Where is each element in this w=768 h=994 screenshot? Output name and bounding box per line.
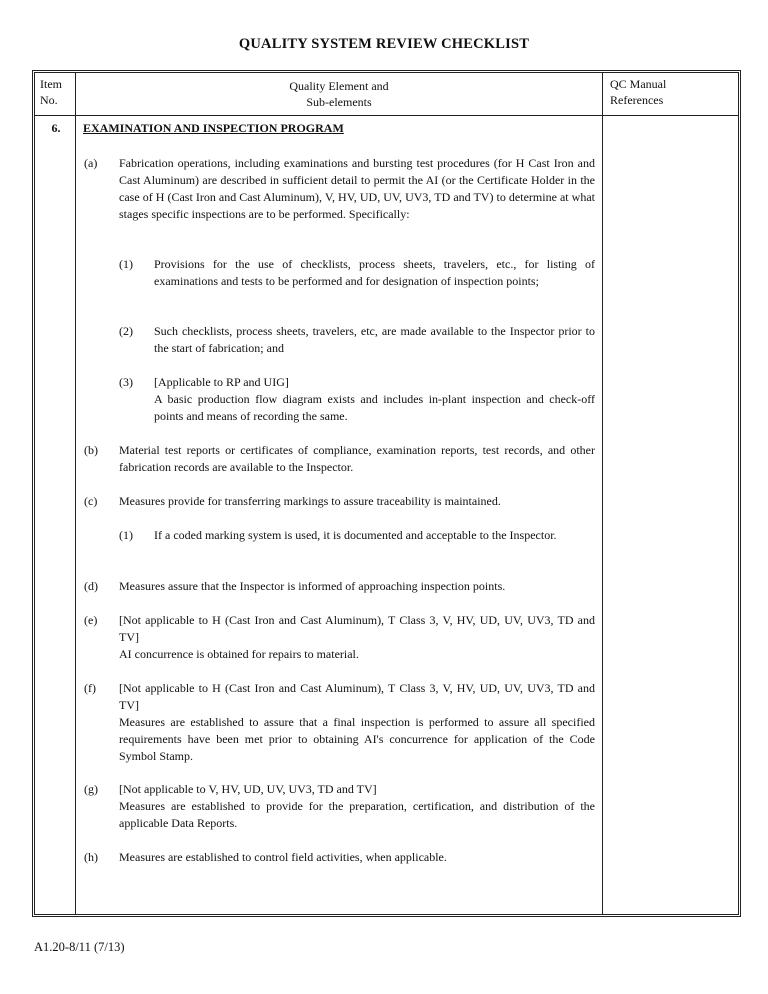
item-a-text: Fabrication operations, including examinations and bursting test procedures (for H Cast Iron and Cast Aluminum) are described in sufficient detail to permit the AI (or the Certificate Holder in the case of H (Cast Iron and Cast Aluminum), V, HV, UD, UV, UV3, TD and TV) to determine at what stages specific inspections are to be performed. Specifically: (119, 156, 595, 221)
form-number-footer: A1.20-8/11 (7/13) (34, 940, 125, 954)
section-title: EXAMINATION AND INSPECTION PROGRAM (83, 121, 344, 135)
item-b-label: (b) (84, 443, 98, 457)
item-g-applicability: [Not applicable to V, HV, UD, UV, UV3, TD and TV] (119, 782, 377, 796)
header-element-line-2: Sub-elements (306, 95, 372, 109)
header-qc-manual-references (610, 76, 734, 108)
item-h-text: Measures are established to control field activities, when applicable. (119, 850, 447, 864)
section-number: 6. (51, 121, 61, 135)
item-e-text: AI concurrence is obtained for repairs to material. (119, 647, 359, 661)
page-title: QUALITY SYSTEM REVIEW CHECKLIST (238, 36, 530, 52)
item-f-label: (f) (84, 681, 96, 695)
item-c-label: (c) (84, 494, 98, 508)
item-e-applicability: [Not applicable to H (Cast Iron and Cast Aluminum), T Class 3, V, HV, UD, UV, UV3, TD and TV] (119, 613, 595, 644)
item-a1-text: Provisions for the use of checklists, process sheets, travelers, etc., for listing of examinations and tests to be performed and for designation of inspection points; (154, 257, 595, 288)
item-b-text: Material test reports or certificates of compliance, examination reports, test records, and other fabrication records are available to the Inspector. (119, 443, 595, 474)
header-item-line-2: No. (40, 93, 58, 107)
item-d-label: (d) (84, 579, 98, 593)
item-a2-label: (2) (119, 324, 133, 338)
item-g-label: (g) (84, 782, 98, 796)
header-references-line-1: QC Manual (610, 77, 667, 91)
header-item-line-1: Item (40, 77, 62, 91)
header-divider (34, 115, 739, 116)
item-g-text: Measures are established to provide for the preparation, certification, and distribution of the applicable Data Reports. (119, 799, 595, 830)
header-references-line-2: References (610, 93, 664, 107)
item-a-label: (a) (84, 156, 98, 170)
header-item-no (40, 76, 72, 108)
column-divider-references (602, 72, 603, 915)
item-d-text: Measures assure that the Inspector is informed of approaching inspection points. (119, 579, 506, 593)
item-a3-label: (3) (119, 375, 133, 389)
header-element-line-1: Quality Element and (289, 79, 389, 93)
item-f-text: Measures are established to assure that a final inspection is performed to assure all specified requirements have been met prior to obtaining AI's concurrence for application of the Code Symbol Stamp. (119, 715, 595, 763)
item-c1-text: If a coded marking system is used, it is documented and acceptable to the Inspector. (154, 528, 557, 542)
item-c-text: Measures provide for transferring markings to assure traceability is maintained. (119, 494, 501, 508)
item-e-label: (e) (84, 613, 98, 627)
item-a3-applicability: [Applicable to RP and UIG] (154, 375, 289, 389)
column-divider-item (75, 72, 76, 915)
item-a1-label: (1) (119, 257, 133, 271)
item-h-label: (h) (84, 850, 98, 864)
item-f-applicability: [Not applicable to H (Cast Iron and Cast Aluminum), T Class 3, V, HV, UD, UV, UV3, TD and TV] (119, 681, 595, 712)
header-quality-element (76, 78, 602, 110)
item-a3-text: A basic production flow diagram exists and includes in-plant inspection and check-off points and means of recording the same. (154, 392, 595, 423)
item-c1-label: (1) (119, 528, 133, 542)
item-a2-text: Such checklists, process sheets, travelers, etc, are made available to the Inspector prior to the start of fabrication; and (154, 324, 595, 355)
